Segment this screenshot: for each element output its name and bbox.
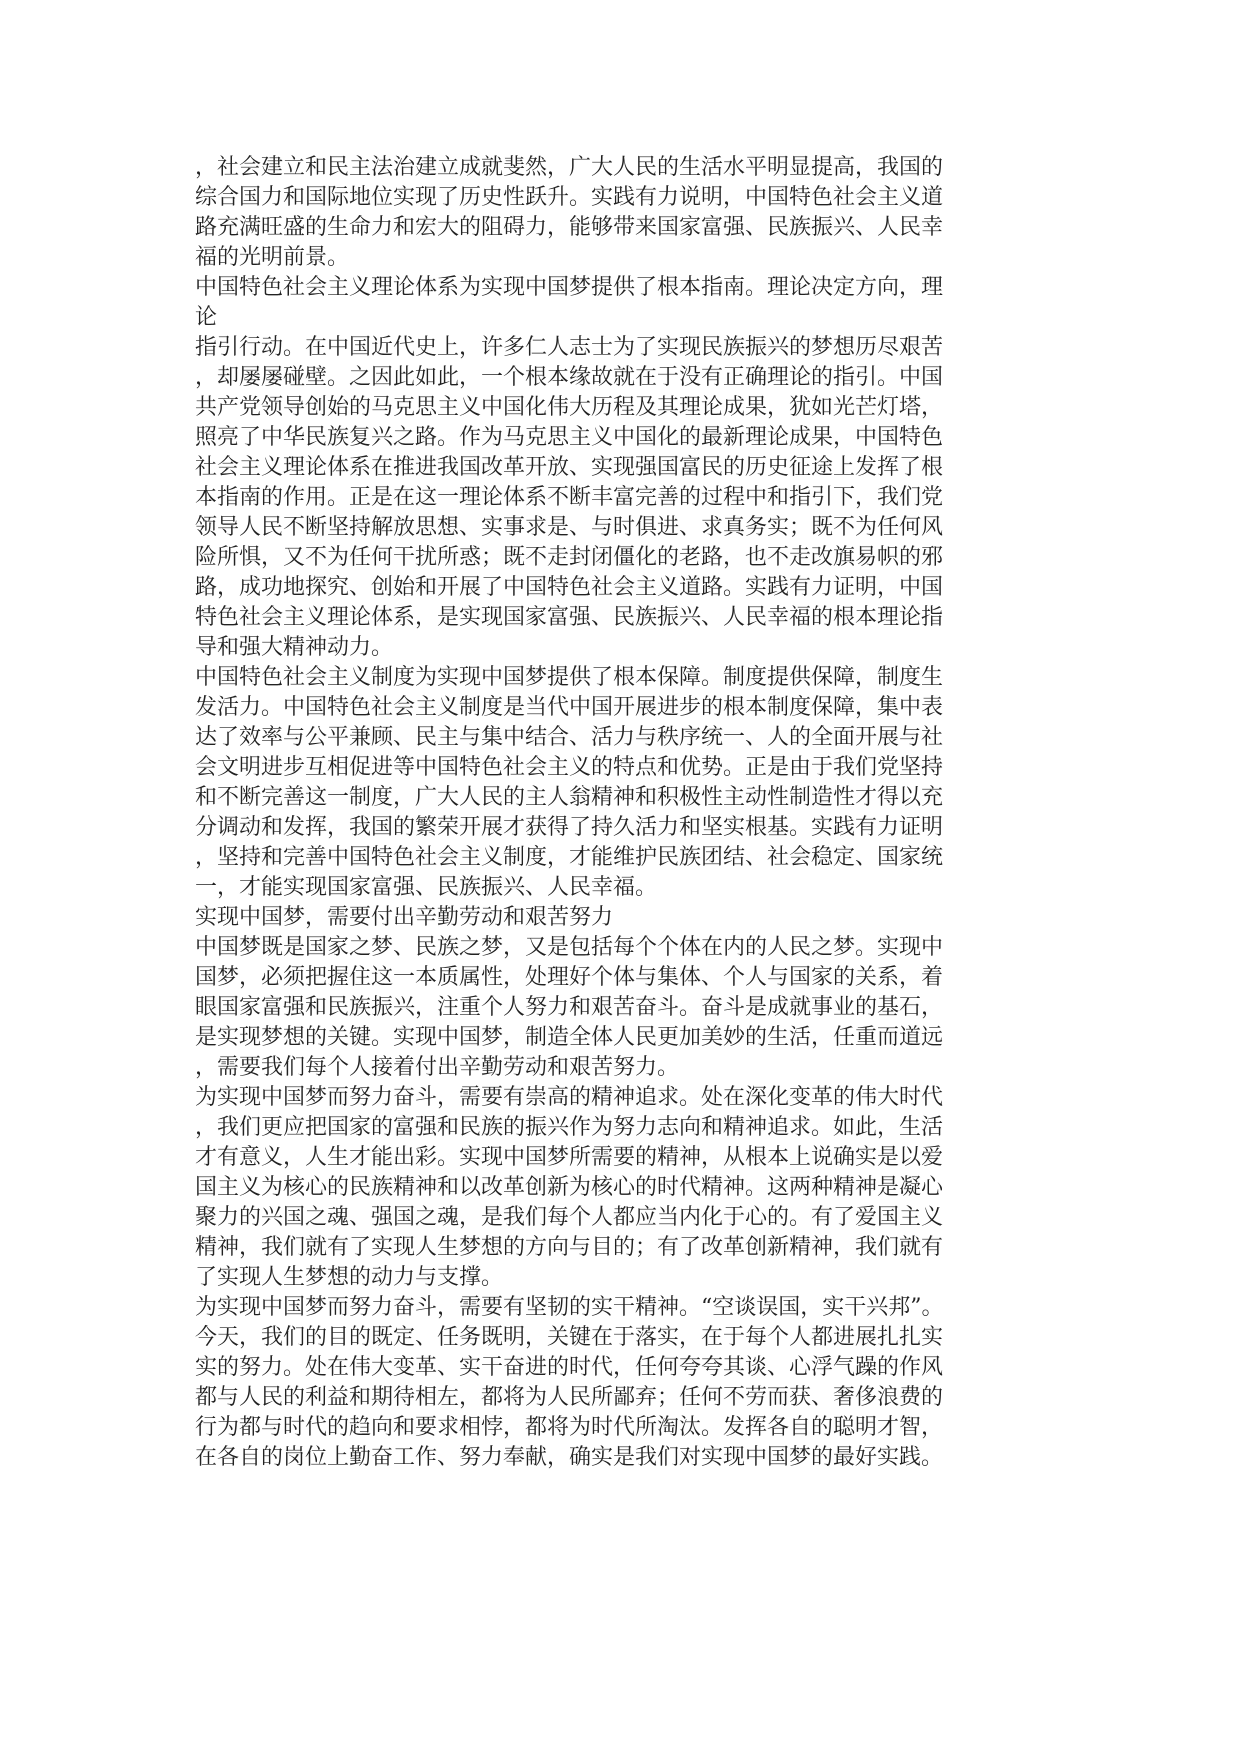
text-line: 是实现梦想的关键。实现中国梦，制造全体人民更加美妙的生活，任重而道远 [195, 1025, 944, 1050]
text-line: 在各自的岗位上勤奋工作、努力奉献，确实是我们对实现中国梦的最好实践。 [195, 1445, 944, 1470]
text-line: 中国特色社会主义制度为实现中国梦提供了根本保障。制度提供保障，制度生 [195, 665, 944, 690]
text-line: 特色社会主义理论体系，是实现国家富强、民族振兴、人民幸福的根本理论指 [195, 605, 944, 630]
text-line: 领导人民不断坚持解放思想、实事求是、与时俱进、求真务实；既不为任何风 [195, 515, 944, 540]
text-line: 导和强大精神动力。 [195, 635, 394, 660]
text-line: 今天，我们的目的既定、任务既明，关键在于落实，在于每个人都进展扎扎实 [195, 1325, 944, 1350]
text-line: 为实现中国梦而努力奋斗，需要有坚韧的实干精神。“空谈误国，实干兴邦”。 [195, 1295, 944, 1320]
text-line: 综合国力和国际地位实现了历史性跃升。实践有力说明，中国特色社会主义道 [195, 185, 944, 210]
text-line: 一，才能实现国家富强、民族振兴、人民幸福。 [195, 875, 658, 900]
text-line: 发活力。中国特色社会主义制度是当代中国开展进步的根本制度保障，集中表 [195, 695, 944, 720]
text-line: 中国特色社会主义理论体系为实现中国梦提供了根本指南。理论决定方向，理 [195, 275, 944, 300]
text-line: 达了效率与公平兼顾、民主与集中结合、活力与秩序统一、人的全面开展与社 [195, 725, 944, 750]
text-line: 实的努力。处在伟大变革、实干奋进的时代，任何夸夸其谈、心浮气躁的作风 [195, 1355, 944, 1380]
text-line: 了实现人生梦想的动力与支撑。 [195, 1265, 504, 1290]
text-line: 实现中国梦，需要付出辛勤劳动和艰苦努力 [195, 905, 614, 930]
text-line: 分调动和发挥，我国的繁荣开展才获得了持久活力和坚实根基。实践有力证明 [195, 815, 944, 840]
text-line: ，我们更应把国家的富强和民族的振兴作为努力志向和精神追求。如此，生活 [195, 1115, 944, 1140]
text-line: 会文明进步互相促进等中国特色社会主义的特点和优势。正是由于我们党坚持 [195, 755, 944, 780]
text-line: 路充满旺盛的生命力和宏大的阻碍力，能够带来国家富强、民族振兴、人民幸 [195, 215, 944, 240]
text-line: 国主义为核心的民族精神和以改革创新为核心的时代精神。这两种精神是凝心 [195, 1175, 944, 1200]
text-line: 国梦，必须把握住这一本质属性，处理好个体与集体、个人与国家的关系，着 [195, 965, 944, 990]
text-line: 中国梦既是国家之梦、民族之梦，又是包括每个个体在内的人民之梦。实现中 [195, 935, 944, 960]
text-line: ，坚持和完善中国特色社会主义制度，才能维护民族团结、社会稳定、国家统 [195, 845, 944, 870]
text-line: 才有意义，人生才能出彩。实现中国梦所需要的精神，从根本上说确实是以爱 [195, 1145, 944, 1170]
text-line: 险所惧，又不为任何干扰所惑；既不走封闭僵化的老路，也不走改旗易帜的邪 [195, 545, 944, 570]
text-line: 照亮了中华民族复兴之路。作为马克思主义中国化的最新理论成果，中国特色 [195, 425, 944, 450]
text-line: 路，成功地探究、创始和开展了中国特色社会主义道路。实践有力证明，中国 [195, 575, 944, 600]
text-line: 为实现中国梦而努力奋斗，需要有崇高的精神追求。处在深化变革的伟大时代 [195, 1085, 944, 1110]
text-line: 精神，我们就有了实现人生梦想的方向与目的；有了改革创新精神，我们就有 [195, 1235, 944, 1260]
text-line: 本指南的作用。正是在这一理论体系不断丰富完善的过程中和指引下，我们党 [195, 485, 944, 510]
text-line: 共产党领导创始的马克思主义中国化伟大历程及其理论成果，犹如光芒灯塔， [195, 395, 944, 420]
text-line: 论 [195, 305, 218, 330]
text-line: ，却屡屡碰壁。之因此如此，一个根本缘故就在于没有正确理论的指引。中国 [195, 365, 944, 390]
text-line: 眼国家富强和民族振兴，注重个人努力和艰苦奋斗。奋斗是成就事业的基石， [195, 995, 944, 1020]
text-line: ，社会建立和民主法治建立成就斐然，广大人民的生活水平明显提高，我国的 [195, 155, 944, 180]
text-line: ，需要我们每个人接着付出辛勤劳动和艰苦努力。 [195, 1055, 680, 1080]
text-line: 行为都与时代的趋向和要求相悖，都将为时代所淘汰。发挥各自的聪明才智， [195, 1415, 944, 1440]
text-line: 社会主义理论体系在推进我国改革开放、实现强国富民的历史征途上发挥了根 [195, 455, 944, 480]
text-line: 和不断完善这一制度，广大人民的主人翁精神和积极性主动性制造性才得以充 [195, 785, 944, 810]
document-page [195, 153, 1055, 1473]
text-line: 指引行动。在中国近代史上，许多仁人志士为了实现民族振兴的梦想历尽艰苦 [195, 335, 944, 360]
text-line: 都与人民的利益和期待相左，都将为人民所鄙弃；任何不劳而获、奢侈浪费的 [195, 1385, 944, 1410]
text-line: 福的光明前景。 [195, 245, 350, 270]
text-line: 聚力的兴国之魂、强国之魂，是我们每个人都应当内化于心的。有了爱国主义 [195, 1205, 944, 1230]
